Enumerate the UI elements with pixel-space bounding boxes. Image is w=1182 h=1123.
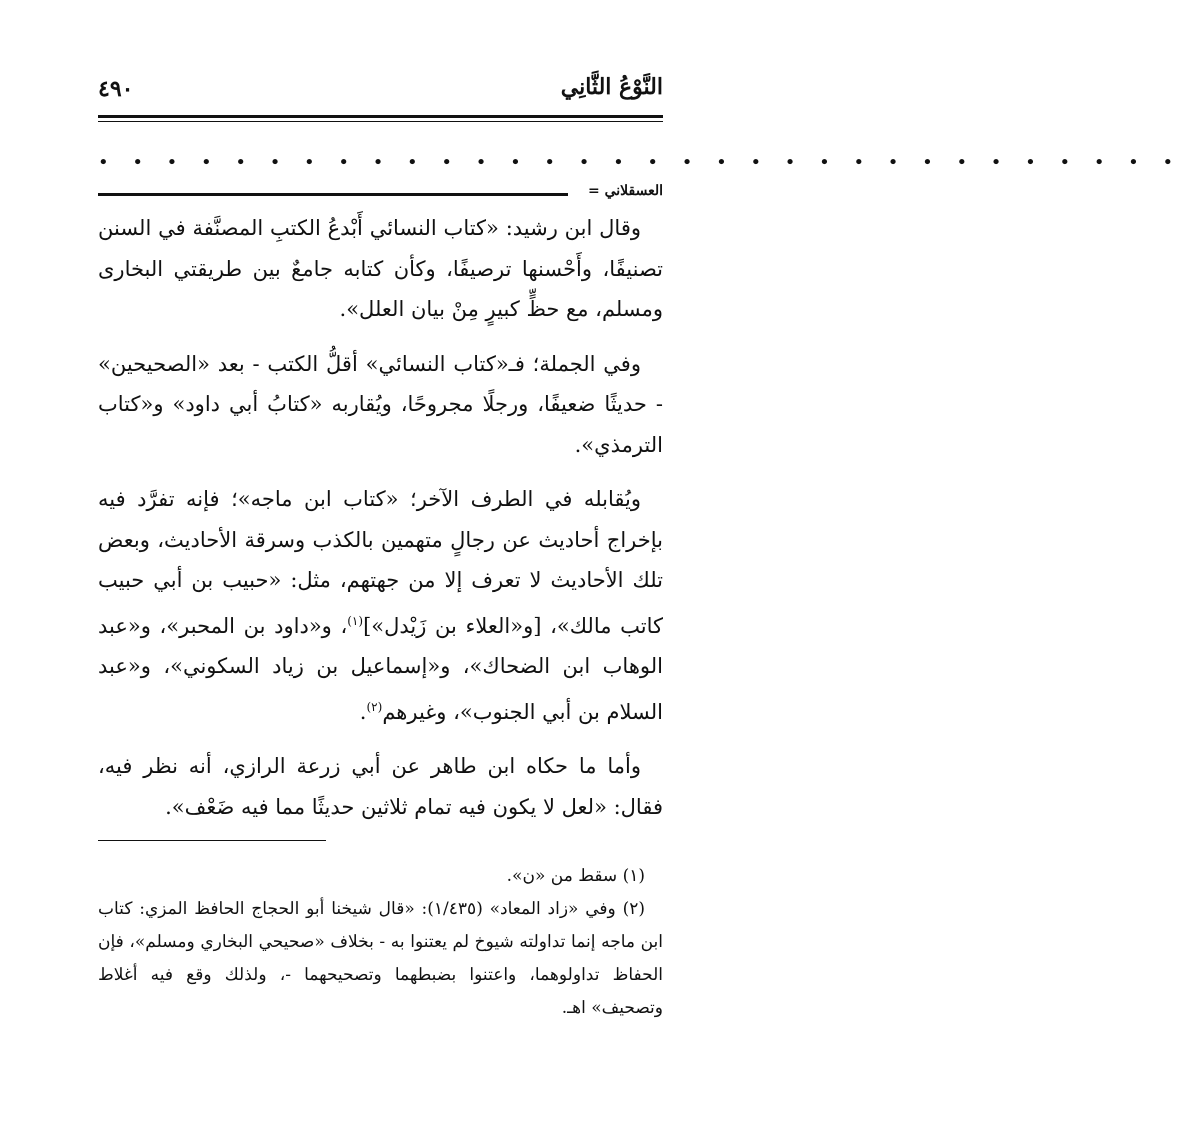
footnote-1: (١) سقط من «ن». <box>506 866 645 886</box>
page-title: النَّوْعُ الثَّانِي <box>560 74 663 100</box>
page-header <box>98 70 663 110</box>
paragraph-2: وفي الجملة؛ فـ«كتاب النسائي» أقلُّ الكتب - بعد «الصحيحين» - حديثًا ضعيفًا، ورجلًا مجروحًا، ويُقاربه «كتابُ أبي داود» و«كتاب الترمذي». <box>98 351 663 457</box>
paragraph-3-part-1: ويُقابله في الطرف الآخر؛ «كتاب ابن ماجه»؛ فإنه تفرَّد فيه بإخراج أحاديث عن رجالٍ متهمين بالكذب وسرقة الأحاديث، وبعض تلك الأحاديث لا تعرف إلا من جهتهم، مثل: «حبيب بن أبي حبيب كاتب مالك»، [و«العلاء بن زَيْدل»] <box>98 487 663 638</box>
footnotes <box>98 860 663 1025</box>
main-text <box>98 208 663 841</box>
paragraph-4: وأما ما حكاه ابن طاهر عن أبي زرعة الرازي، أنه نظر فيه، فقال: «لعل لا يكون فيه تمام ثلاثين حديثًا مما فيه ضَعْف». <box>98 754 663 819</box>
page-number: ٤٩٠ <box>98 76 134 102</box>
dotted-separator: • • • • • • • • • • • • • • • • • • • • • • • • • • • • • • • • <box>98 152 1182 173</box>
header-rule <box>98 115 663 118</box>
paragraph-3-part-3: . <box>359 699 367 724</box>
paragraph-3-part-2: ، و«داود بن المحبر»، و«عبد الوهاب ابن الضحاك»، و«إسماعيل بن زياد السكوني»، و«عبد السلام بن أبي الجنوب»، وغيرهم <box>98 613 663 724</box>
footnote-ref-1: (١) <box>347 613 364 628</box>
paragraph-1: وقال ابن رشيد: «كتاب النسائي أَبْدعُ الكتبِ المصنَّفة في السنن تصنيفًا، وأَحْسنها ترصيفًا، وكأن كتابه جامعٌ بين طريقتي البخارى ومسلم، مع حظٍّ كبيرٍ مِنْ بيان العلل». <box>98 216 663 321</box>
source-tag: العسقلاني = <box>587 183 663 199</box>
source-rule <box>98 193 568 196</box>
header-rule-thin <box>98 121 663 122</box>
footnote-ref-2: (٢) <box>366 699 383 714</box>
footnote-rule <box>98 840 326 841</box>
footnote-2: (٢) وفي «زاد المعاد» (١/٤٣٥): «قال شيخنا أبو الحجاج الحافظ المزي: كتاب ابن ماجه إنما تداولته شيوخ لم يعتنوا به - بخلاف «صحيحي البخاري ومسلم»، فإن الحفاظ تداولوهما، واعتنوا بضبطهما وتصحيحهما -، ولذلك وقع فيه أغلاط وتصحيف» اهـ. <box>98 899 663 1018</box>
paragraph-3 <box>98 479 663 732</box>
